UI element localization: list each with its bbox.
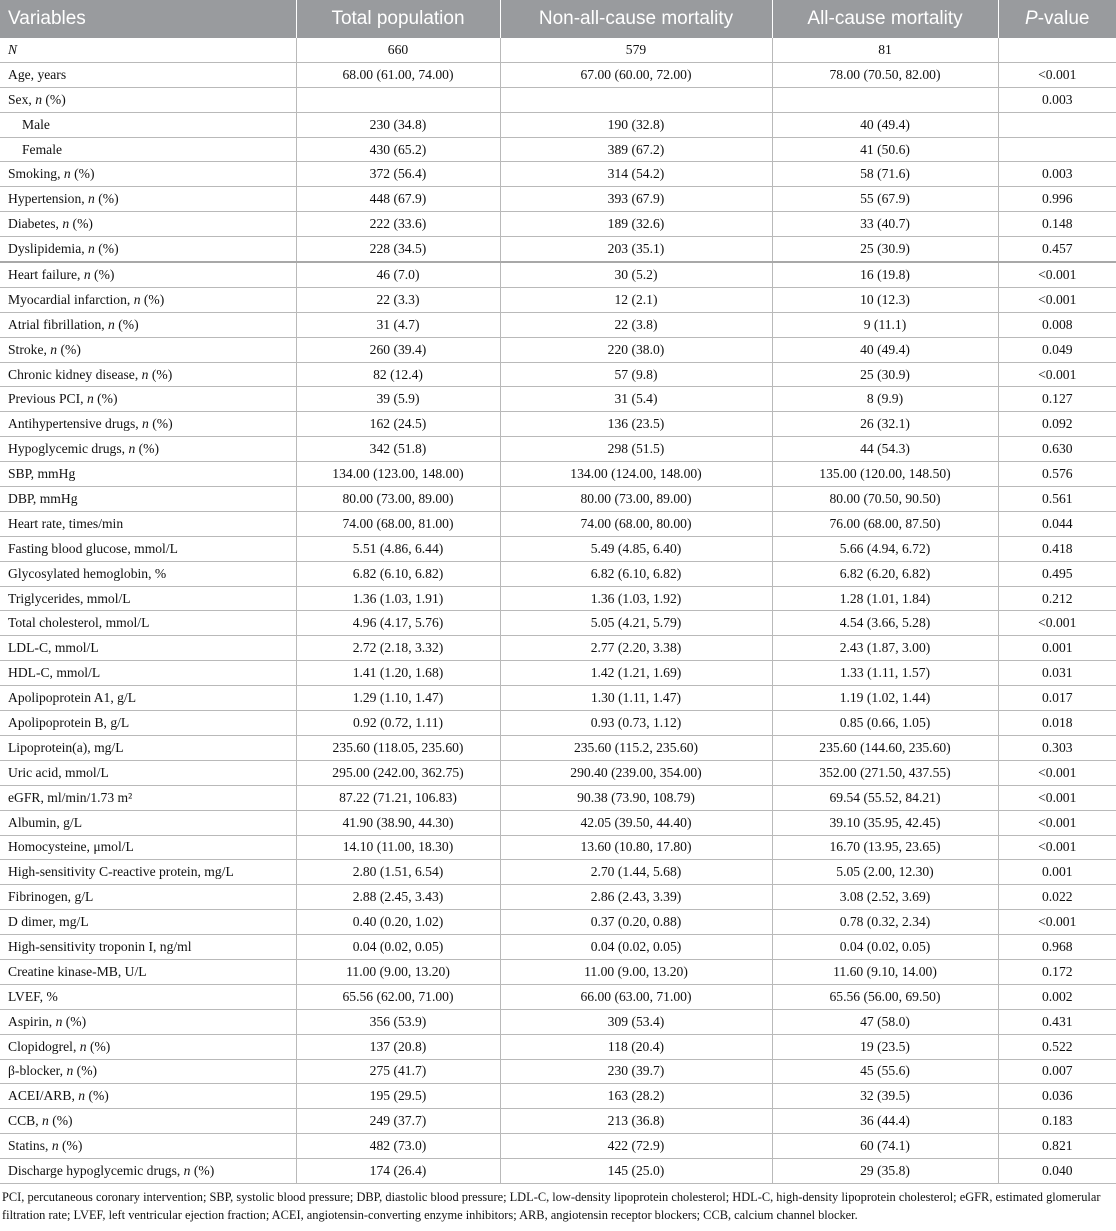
row-variable: Atrial fibrillation, n (%)	[0, 312, 296, 337]
row-variable: Hypoglycemic drugs, n (%)	[0, 437, 296, 462]
row-variable: Fasting blood glucose, mmol/L	[0, 536, 296, 561]
row-total-population: 5.51 (4.86, 6.44)	[296, 536, 500, 561]
row-total-population	[296, 87, 500, 112]
row-p-value: 0.127	[998, 387, 1116, 412]
row-total-population: 31 (4.7)	[296, 312, 500, 337]
row-total-population: 2.80 (1.51, 6.54)	[296, 860, 500, 885]
row-p-value: 0.001	[998, 860, 1116, 885]
row-total-population: 195 (29.5)	[296, 1084, 500, 1109]
table-row	[0, 1134, 1116, 1159]
row-total-population: 295.00 (242.00, 362.75)	[296, 760, 500, 785]
row-variable: LVEF, %	[0, 984, 296, 1009]
table-row	[0, 287, 1116, 312]
row-non-all-cause-mortality: 5.49 (4.85, 6.40)	[500, 536, 772, 561]
table-row	[0, 760, 1116, 785]
row-total-population: 660	[296, 38, 500, 62]
row-non-all-cause-mortality: 2.77 (2.20, 3.38)	[500, 636, 772, 661]
row-variable: β-blocker, n (%)	[0, 1059, 296, 1084]
row-all-cause-mortality: 41 (50.6)	[772, 137, 998, 162]
table-row	[0, 1034, 1116, 1059]
row-total-population: 2.72 (2.18, 3.32)	[296, 636, 500, 661]
table-row	[0, 611, 1116, 636]
table-row	[0, 511, 1116, 536]
row-all-cause-mortality: 135.00 (120.00, 148.50)	[772, 462, 998, 487]
row-p-value: 0.049	[998, 337, 1116, 362]
table-row	[0, 711, 1116, 736]
table-row	[0, 959, 1116, 984]
row-variable: LDL-C, mmol/L	[0, 636, 296, 661]
row-variable: Antihypertensive drugs, n (%)	[0, 412, 296, 437]
row-total-population: 41.90 (38.90, 44.30)	[296, 810, 500, 835]
row-non-all-cause-mortality: 1.36 (1.03, 1.92)	[500, 586, 772, 611]
table-row	[0, 984, 1116, 1009]
row-p-value: <0.001	[998, 785, 1116, 810]
table-row	[0, 212, 1116, 237]
row-total-population: 230 (34.8)	[296, 112, 500, 137]
row-variable: Heart rate, times/min	[0, 511, 296, 536]
table-row	[0, 462, 1116, 487]
header-variables: Variables	[0, 0, 296, 38]
table-body	[0, 38, 1116, 1183]
row-all-cause-mortality: 25 (30.9)	[772, 237, 998, 262]
table-row	[0, 661, 1116, 686]
table-row	[0, 112, 1116, 137]
row-variable: Male	[0, 112, 296, 137]
row-variable: Diabetes, n (%)	[0, 212, 296, 237]
row-p-value: 0.036	[998, 1084, 1116, 1109]
row-variable: Myocardial infarction, n (%)	[0, 287, 296, 312]
row-total-population: 1.36 (1.03, 1.91)	[296, 586, 500, 611]
row-all-cause-mortality: 45 (55.6)	[772, 1059, 998, 1084]
row-variable: Lipoprotein(a), mg/L	[0, 735, 296, 760]
row-non-all-cause-mortality: 6.82 (6.10, 6.82)	[500, 561, 772, 586]
row-non-all-cause-mortality: 57 (9.8)	[500, 362, 772, 387]
row-p-value: <0.001	[998, 262, 1116, 287]
row-variable: Creatine kinase-MB, U/L	[0, 959, 296, 984]
row-p-value: <0.001	[998, 611, 1116, 636]
row-total-population: 68.00 (61.00, 74.00)	[296, 62, 500, 87]
row-non-all-cause-mortality	[500, 87, 772, 112]
row-variable: Chronic kidney disease, n (%)	[0, 362, 296, 387]
row-all-cause-mortality: 58 (71.6)	[772, 162, 998, 187]
row-all-cause-mortality: 29 (35.8)	[772, 1159, 998, 1184]
header-p-value: P-value	[998, 0, 1116, 38]
row-all-cause-mortality: 44 (54.3)	[772, 437, 998, 462]
row-all-cause-mortality: 4.54 (3.66, 5.28)	[772, 611, 998, 636]
row-p-value: <0.001	[998, 287, 1116, 312]
row-variable: Uric acid, mmol/L	[0, 760, 296, 785]
row-total-population: 0.04 (0.02, 0.05)	[296, 935, 500, 960]
row-non-all-cause-mortality: 298 (51.5)	[500, 437, 772, 462]
row-total-population: 235.60 (118.05, 235.60)	[296, 735, 500, 760]
row-total-population: 2.88 (2.45, 3.43)	[296, 885, 500, 910]
table-row	[0, 586, 1116, 611]
row-variable: Total cholesterol, mmol/L	[0, 611, 296, 636]
row-all-cause-mortality: 55 (67.9)	[772, 187, 998, 212]
table-row	[0, 910, 1116, 935]
table-row	[0, 237, 1116, 262]
row-all-cause-mortality: 25 (30.9)	[772, 362, 998, 387]
row-variable: eGFR, ml/min/1.73 m²	[0, 785, 296, 810]
row-non-all-cause-mortality: 213 (36.8)	[500, 1109, 772, 1134]
table-row	[0, 1109, 1116, 1134]
row-p-value: 0.561	[998, 487, 1116, 512]
row-all-cause-mortality	[772, 87, 998, 112]
row-variable: Albumin, g/L	[0, 810, 296, 835]
row-variable: Aspirin, n (%)	[0, 1009, 296, 1034]
row-non-all-cause-mortality: 67.00 (60.00, 72.00)	[500, 62, 772, 87]
row-all-cause-mortality: 32 (39.5)	[772, 1084, 998, 1109]
row-p-value: 0.003	[998, 162, 1116, 187]
row-all-cause-mortality: 78.00 (70.50, 82.00)	[772, 62, 998, 87]
row-p-value: <0.001	[998, 810, 1116, 835]
row-variable: Apolipoprotein A1, g/L	[0, 686, 296, 711]
row-all-cause-mortality: 80.00 (70.50, 90.50)	[772, 487, 998, 512]
row-p-value: 0.040	[998, 1159, 1116, 1184]
row-non-all-cause-mortality: 30 (5.2)	[500, 262, 772, 287]
row-all-cause-mortality: 11.60 (9.10, 14.00)	[772, 959, 998, 984]
row-all-cause-mortality: 40 (49.4)	[772, 112, 998, 137]
row-p-value: 0.495	[998, 561, 1116, 586]
row-p-value: 0.968	[998, 935, 1116, 960]
row-non-all-cause-mortality: 309 (53.4)	[500, 1009, 772, 1034]
row-non-all-cause-mortality: 0.37 (0.20, 0.88)	[500, 910, 772, 935]
row-all-cause-mortality: 60 (74.1)	[772, 1134, 998, 1159]
row-variable: D dimer, mg/L	[0, 910, 296, 935]
row-p-value: 0.017	[998, 686, 1116, 711]
row-non-all-cause-mortality: 189 (32.6)	[500, 212, 772, 237]
row-variable: Apolipoprotein B, g/L	[0, 711, 296, 736]
row-p-value: 0.007	[998, 1059, 1116, 1084]
row-all-cause-mortality: 6.82 (6.20, 6.82)	[772, 561, 998, 586]
row-all-cause-mortality: 76.00 (68.00, 87.50)	[772, 511, 998, 536]
row-variable: Homocysteine, μmol/L	[0, 835, 296, 860]
table-row	[0, 62, 1116, 87]
row-non-all-cause-mortality: 42.05 (39.50, 44.40)	[500, 810, 772, 835]
row-all-cause-mortality: 39.10 (35.95, 42.45)	[772, 810, 998, 835]
header-non-all-cause-mortality: Non-all-cause mortality	[500, 0, 772, 38]
row-all-cause-mortality: 40 (49.4)	[772, 337, 998, 362]
row-variable: CCB, n (%)	[0, 1109, 296, 1134]
row-p-value: 0.418	[998, 536, 1116, 561]
row-total-population: 1.41 (1.20, 1.68)	[296, 661, 500, 686]
table-row	[0, 337, 1116, 362]
row-total-population: 39 (5.9)	[296, 387, 500, 412]
row-p-value: 0.008	[998, 312, 1116, 337]
row-all-cause-mortality: 81	[772, 38, 998, 62]
row-non-all-cause-mortality: 134.00 (124.00, 148.00)	[500, 462, 772, 487]
table-row	[0, 686, 1116, 711]
row-all-cause-mortality: 19 (23.5)	[772, 1034, 998, 1059]
row-p-value: 0.630	[998, 437, 1116, 462]
row-p-value: 0.031	[998, 661, 1116, 686]
row-all-cause-mortality: 16 (19.8)	[772, 262, 998, 287]
row-non-all-cause-mortality: 118 (20.4)	[500, 1034, 772, 1059]
row-variable: Stroke, n (%)	[0, 337, 296, 362]
row-total-population: 46 (7.0)	[296, 262, 500, 287]
row-non-all-cause-mortality: 579	[500, 38, 772, 62]
table-row	[0, 536, 1116, 561]
row-total-population: 134.00 (123.00, 148.00)	[296, 462, 500, 487]
row-all-cause-mortality: 0.04 (0.02, 0.05)	[772, 935, 998, 960]
row-total-population: 14.10 (11.00, 18.30)	[296, 835, 500, 860]
table-row	[0, 835, 1116, 860]
row-non-all-cause-mortality: 2.70 (1.44, 5.68)	[500, 860, 772, 885]
row-variable: Smoking, n (%)	[0, 162, 296, 187]
row-variable: Discharge hypoglycemic drugs, n (%)	[0, 1159, 296, 1184]
table-row	[0, 487, 1116, 512]
table-row	[0, 262, 1116, 287]
row-variable: High-sensitivity C-reactive protein, mg/L	[0, 860, 296, 885]
table-row	[0, 437, 1116, 462]
row-total-population: 372 (56.4)	[296, 162, 500, 187]
row-p-value: 0.001	[998, 636, 1116, 661]
table-row	[0, 885, 1116, 910]
row-non-all-cause-mortality: 389 (67.2)	[500, 137, 772, 162]
row-p-value	[998, 137, 1116, 162]
row-total-population: 137 (20.8)	[296, 1034, 500, 1059]
row-all-cause-mortality: 33 (40.7)	[772, 212, 998, 237]
row-non-all-cause-mortality: 74.00 (68.00, 80.00)	[500, 511, 772, 536]
row-non-all-cause-mortality: 31 (5.4)	[500, 387, 772, 412]
row-total-population: 1.29 (1.10, 1.47)	[296, 686, 500, 711]
table-row	[0, 935, 1116, 960]
table-row	[0, 187, 1116, 212]
row-p-value: <0.001	[998, 62, 1116, 87]
table-row	[0, 1084, 1116, 1109]
row-variable: Statins, n (%)	[0, 1134, 296, 1159]
row-p-value: 0.996	[998, 187, 1116, 212]
table-row	[0, 785, 1116, 810]
table-header	[0, 0, 1116, 38]
row-variable: DBP, mmHg	[0, 487, 296, 512]
row-all-cause-mortality: 1.28 (1.01, 1.84)	[772, 586, 998, 611]
row-variable: Clopidogrel, n (%)	[0, 1034, 296, 1059]
row-all-cause-mortality: 1.33 (1.11, 1.57)	[772, 661, 998, 686]
row-non-all-cause-mortality: 1.42 (1.21, 1.69)	[500, 661, 772, 686]
row-total-population: 0.92 (0.72, 1.11)	[296, 711, 500, 736]
table-footnote: PCI, percutaneous coronary intervention; SBP, systolic blood pressure; DBP, diastolic blood pressure; LDL-C, low-density lipoprotein cholesterol; HDL-C, high-density lipoprotein cholesterol; eGFR, estimated glomerular filtration rate; LVEF, left ventricular ejection fraction; ACEI, angiotensin-converting enzyme inhibitors; ARB, angiotensin receptor blockers; CCB, calcium channel blocker.	[2, 1189, 1101, 1222]
row-p-value: 0.522	[998, 1034, 1116, 1059]
table-row	[0, 1009, 1116, 1034]
row-total-population: 80.00 (73.00, 89.00)	[296, 487, 500, 512]
row-total-population: 356 (53.9)	[296, 1009, 500, 1034]
row-all-cause-mortality: 352.00 (271.50, 437.55)	[772, 760, 998, 785]
table-row	[0, 735, 1116, 760]
row-p-value: <0.001	[998, 910, 1116, 935]
row-total-population: 448 (67.9)	[296, 187, 500, 212]
row-non-all-cause-mortality: 0.04 (0.02, 0.05)	[500, 935, 772, 960]
row-all-cause-mortality: 26 (32.1)	[772, 412, 998, 437]
row-all-cause-mortality: 0.85 (0.66, 1.05)	[772, 711, 998, 736]
row-non-all-cause-mortality: 230 (39.7)	[500, 1059, 772, 1084]
row-p-value: 0.431	[998, 1009, 1116, 1034]
row-all-cause-mortality: 10 (12.3)	[772, 287, 998, 312]
row-variable: Age, years	[0, 62, 296, 87]
row-total-population: 74.00 (68.00, 81.00)	[296, 511, 500, 536]
row-non-all-cause-mortality: 90.38 (73.90, 108.79)	[500, 785, 772, 810]
row-p-value	[998, 112, 1116, 137]
row-non-all-cause-mortality: 13.60 (10.80, 17.80)	[500, 835, 772, 860]
table-row	[0, 561, 1116, 586]
row-non-all-cause-mortality: 145 (25.0)	[500, 1159, 772, 1184]
row-total-population: 228 (34.5)	[296, 237, 500, 262]
table-row	[0, 38, 1116, 62]
row-variable: Hypertension, n (%)	[0, 187, 296, 212]
row-non-all-cause-mortality: 163 (28.2)	[500, 1084, 772, 1109]
table-row	[0, 137, 1116, 162]
header-row	[0, 0, 1116, 38]
row-p-value: <0.001	[998, 760, 1116, 785]
row-p-value: 0.821	[998, 1134, 1116, 1159]
row-variable: HDL-C, mmol/L	[0, 661, 296, 686]
row-total-population: 82 (12.4)	[296, 362, 500, 387]
row-total-population: 249 (37.7)	[296, 1109, 500, 1134]
row-non-all-cause-mortality: 11.00 (9.00, 13.20)	[500, 959, 772, 984]
table-row	[0, 1159, 1116, 1184]
row-total-population: 430 (65.2)	[296, 137, 500, 162]
row-p-value: 0.018	[998, 711, 1116, 736]
row-variable: Sex, n (%)	[0, 87, 296, 112]
row-p-value: 0.148	[998, 212, 1116, 237]
row-non-all-cause-mortality: 422 (72.9)	[500, 1134, 772, 1159]
row-non-all-cause-mortality: 12 (2.1)	[500, 287, 772, 312]
row-non-all-cause-mortality: 1.30 (1.11, 1.47)	[500, 686, 772, 711]
row-total-population: 6.82 (6.10, 6.82)	[296, 561, 500, 586]
table-row	[0, 810, 1116, 835]
row-non-all-cause-mortality: 22 (3.8)	[500, 312, 772, 337]
row-all-cause-mortality: 0.78 (0.32, 2.34)	[772, 910, 998, 935]
row-p-value: 0.092	[998, 412, 1116, 437]
row-total-population: 22 (3.3)	[296, 287, 500, 312]
row-all-cause-mortality: 1.19 (1.02, 1.44)	[772, 686, 998, 711]
row-all-cause-mortality: 5.05 (2.00, 12.30)	[772, 860, 998, 885]
table-row	[0, 636, 1116, 661]
header-all-cause-mortality: All-cause mortality	[772, 0, 998, 38]
row-variable: Triglycerides, mmol/L	[0, 586, 296, 611]
row-p-value: 0.044	[998, 511, 1116, 536]
row-all-cause-mortality: 2.43 (1.87, 3.00)	[772, 636, 998, 661]
table-row	[0, 162, 1116, 187]
row-non-all-cause-mortality: 220 (38.0)	[500, 337, 772, 362]
row-non-all-cause-mortality: 5.05 (4.21, 5.79)	[500, 611, 772, 636]
row-variable: High-sensitivity troponin I, ng/ml	[0, 935, 296, 960]
row-total-population: 11.00 (9.00, 13.20)	[296, 959, 500, 984]
row-all-cause-mortality: 9 (11.1)	[772, 312, 998, 337]
table-row	[0, 87, 1116, 112]
row-variable: Female	[0, 137, 296, 162]
row-total-population: 87.22 (71.21, 106.83)	[296, 785, 500, 810]
row-p-value: 0.172	[998, 959, 1116, 984]
row-all-cause-mortality: 47 (58.0)	[772, 1009, 998, 1034]
row-total-population: 482 (73.0)	[296, 1134, 500, 1159]
row-p-value: 0.457	[998, 237, 1116, 262]
row-all-cause-mortality: 8 (9.9)	[772, 387, 998, 412]
row-all-cause-mortality: 235.60 (144.60, 235.60)	[772, 735, 998, 760]
row-variable: ACEI/ARB, n (%)	[0, 1084, 296, 1109]
row-variable: Dyslipidemia, n (%)	[0, 237, 296, 262]
row-non-all-cause-mortality: 203 (35.1)	[500, 237, 772, 262]
row-total-population: 222 (33.6)	[296, 212, 500, 237]
row-all-cause-mortality: 65.56 (56.00, 69.50)	[772, 984, 998, 1009]
row-p-value: 0.002	[998, 984, 1116, 1009]
table-row	[0, 312, 1116, 337]
row-variable: SBP, mmHg	[0, 462, 296, 487]
row-p-value: <0.001	[998, 835, 1116, 860]
row-p-value: 0.576	[998, 462, 1116, 487]
row-non-all-cause-mortality: 393 (67.9)	[500, 187, 772, 212]
row-variable: Glycosylated hemoglobin, %	[0, 561, 296, 586]
row-non-all-cause-mortality: 0.93 (0.73, 1.12)	[500, 711, 772, 736]
row-variable: Heart failure, n (%)	[0, 262, 296, 287]
row-non-all-cause-mortality: 80.00 (73.00, 89.00)	[500, 487, 772, 512]
row-total-population: 342 (51.8)	[296, 437, 500, 462]
row-p-value: 0.022	[998, 885, 1116, 910]
row-non-all-cause-mortality: 190 (32.8)	[500, 112, 772, 137]
row-non-all-cause-mortality: 2.86 (2.43, 3.39)	[500, 885, 772, 910]
row-total-population: 0.40 (0.20, 1.02)	[296, 910, 500, 935]
row-variable: Fibrinogen, g/L	[0, 885, 296, 910]
table-row	[0, 412, 1116, 437]
row-non-all-cause-mortality: 235.60 (115.2, 235.60)	[500, 735, 772, 760]
row-total-population: 260 (39.4)	[296, 337, 500, 362]
header-total-population: Total population	[296, 0, 500, 38]
row-total-population: 4.96 (4.17, 5.76)	[296, 611, 500, 636]
row-p-value	[998, 38, 1116, 62]
row-total-population: 65.56 (62.00, 71.00)	[296, 984, 500, 1009]
row-p-value: 0.183	[998, 1109, 1116, 1134]
row-non-all-cause-mortality: 314 (54.2)	[500, 162, 772, 187]
row-total-population: 275 (41.7)	[296, 1059, 500, 1084]
row-all-cause-mortality: 36 (44.4)	[772, 1109, 998, 1134]
row-all-cause-mortality: 69.54 (55.52, 84.21)	[772, 785, 998, 810]
row-all-cause-mortality: 16.70 (13.95, 23.65)	[772, 835, 998, 860]
row-p-value: <0.001	[998, 362, 1116, 387]
row-non-all-cause-mortality: 290.40 (239.00, 354.00)	[500, 760, 772, 785]
row-p-value: 0.212	[998, 586, 1116, 611]
row-total-population: 162 (24.5)	[296, 412, 500, 437]
row-variable: N	[0, 38, 296, 62]
row-variable: Previous PCI, n (%)	[0, 387, 296, 412]
table-row	[0, 362, 1116, 387]
row-all-cause-mortality: 3.08 (2.52, 3.69)	[772, 885, 998, 910]
row-all-cause-mortality: 5.66 (4.94, 6.72)	[772, 536, 998, 561]
table-row	[0, 1059, 1116, 1084]
row-p-value: 0.003	[998, 87, 1116, 112]
row-non-all-cause-mortality: 136 (23.5)	[500, 412, 772, 437]
row-total-population: 174 (26.4)	[296, 1159, 500, 1184]
row-p-value: 0.303	[998, 735, 1116, 760]
row-non-all-cause-mortality: 66.00 (63.00, 71.00)	[500, 984, 772, 1009]
table-row	[0, 860, 1116, 885]
table-row	[0, 387, 1116, 412]
